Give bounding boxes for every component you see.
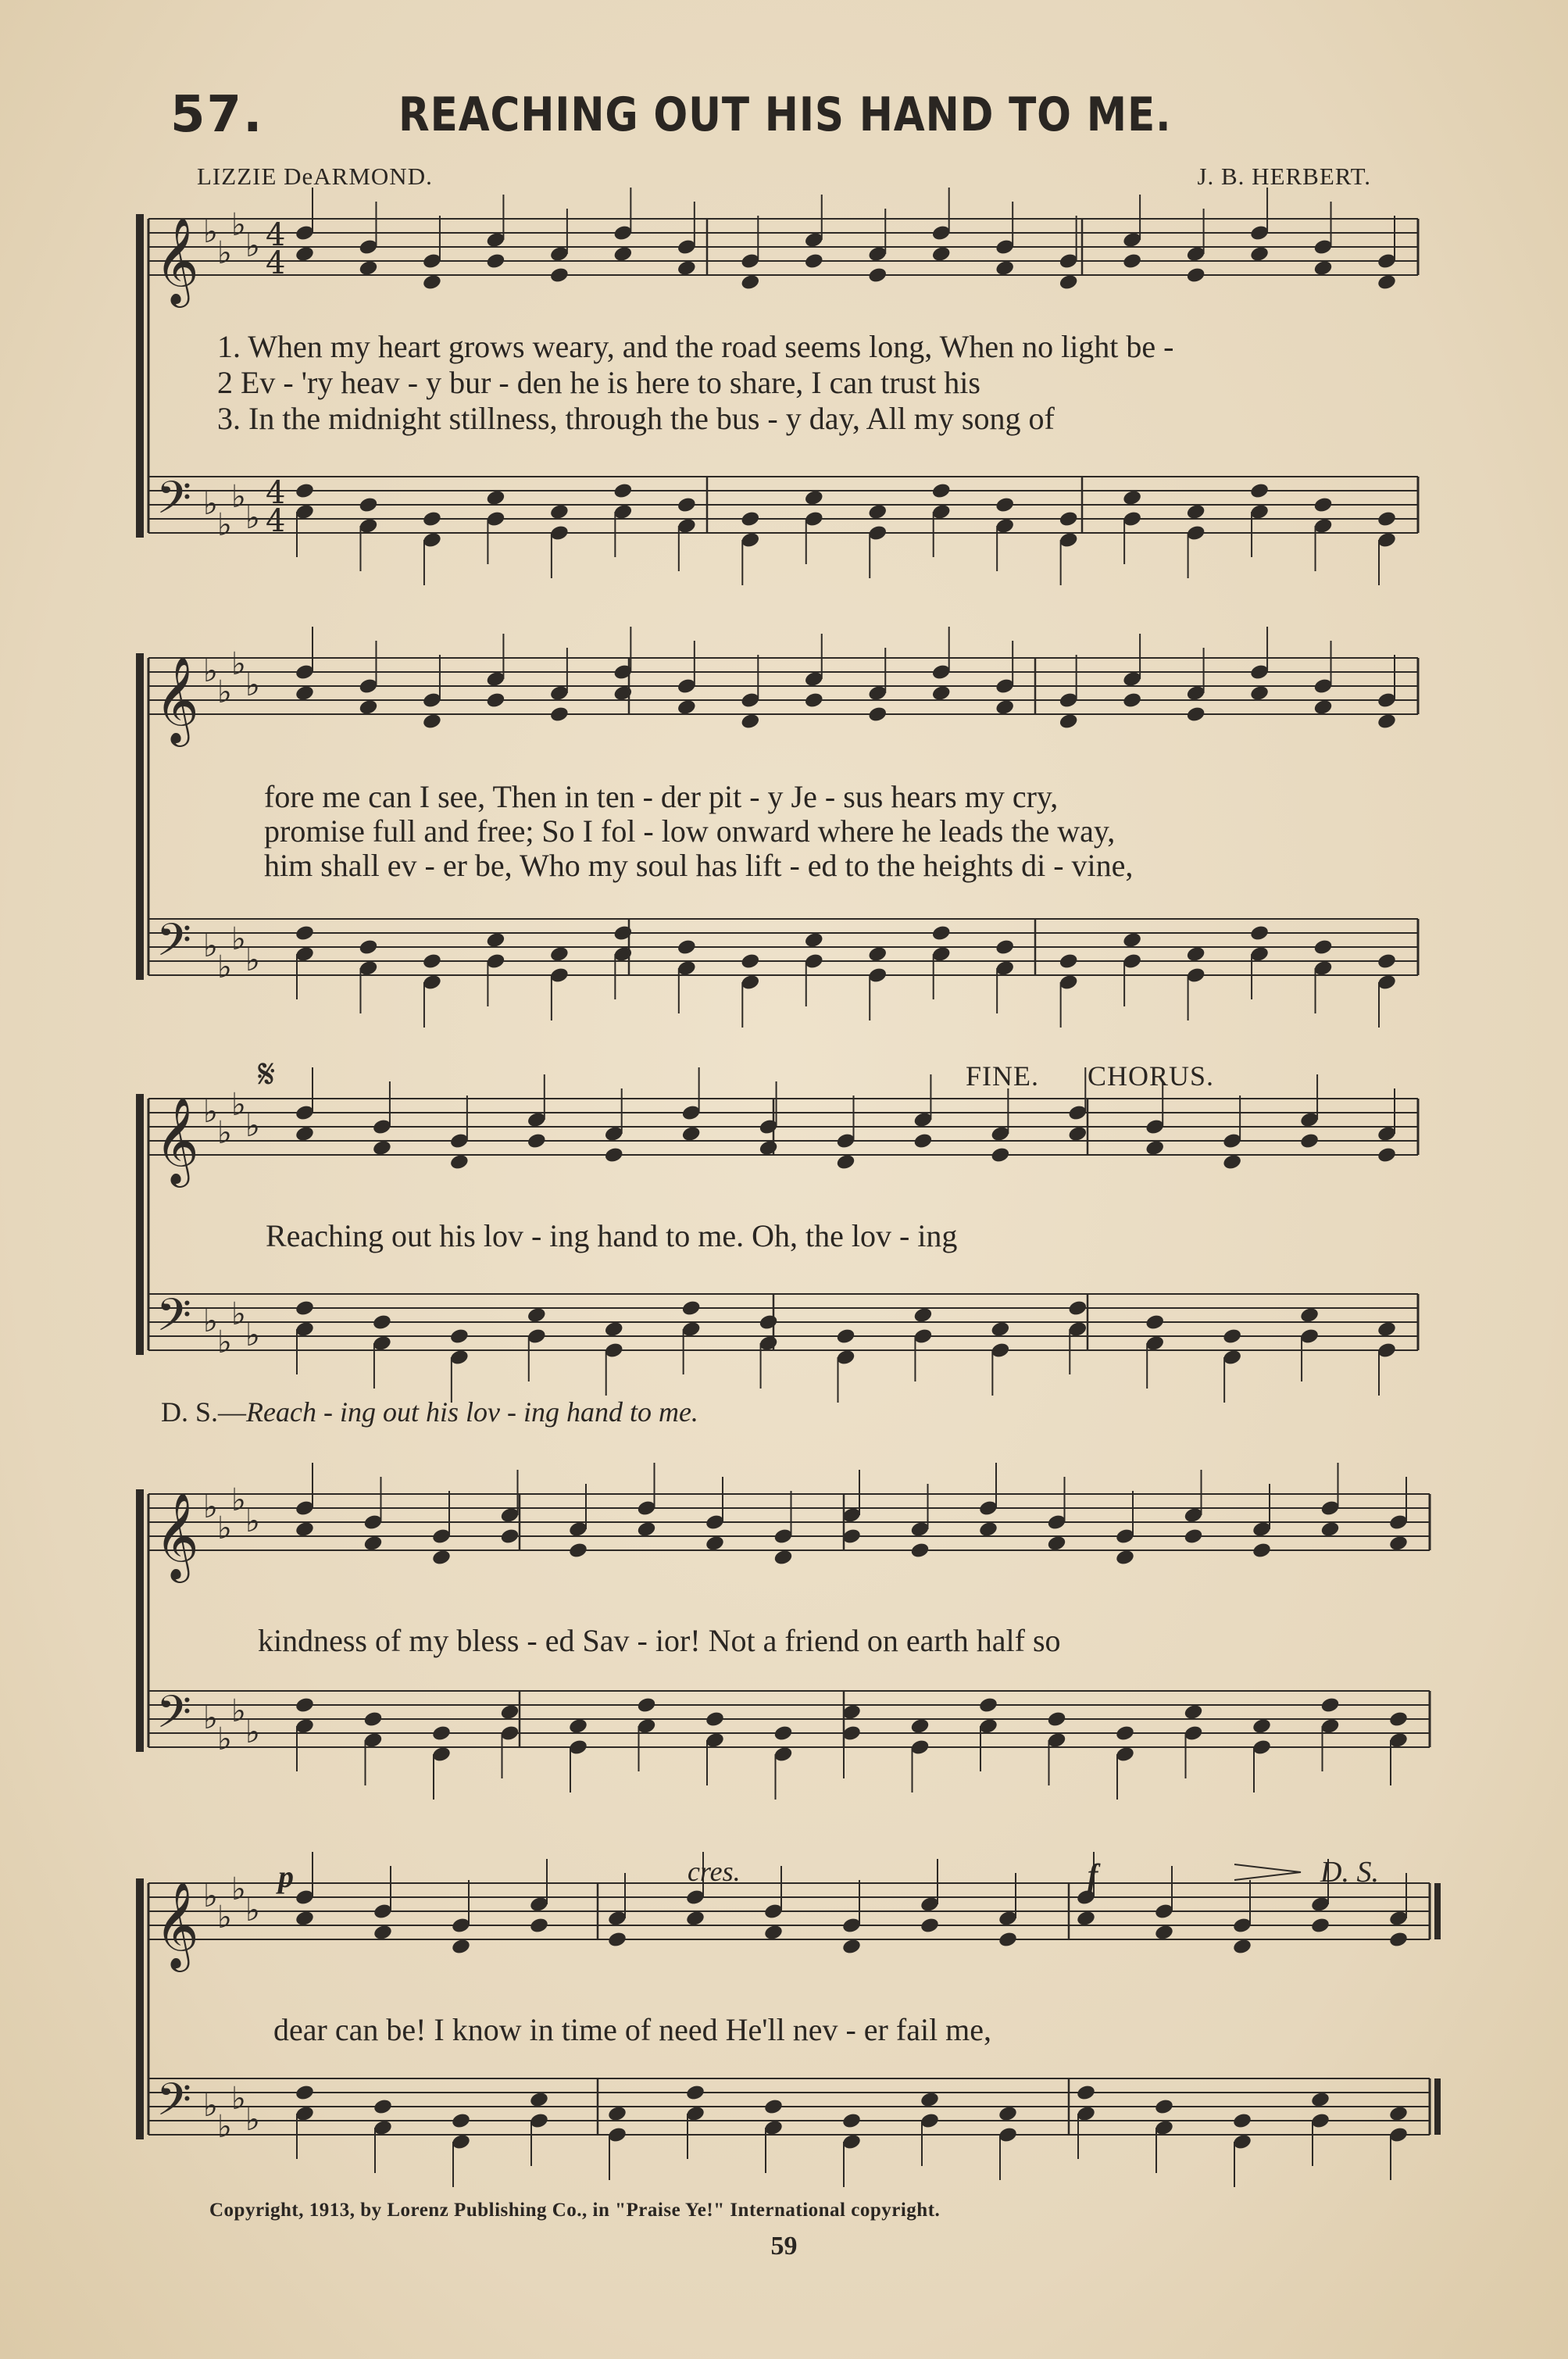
note-head bbox=[607, 2105, 627, 2123]
flat-icon: ♭ bbox=[203, 653, 218, 689]
note-head bbox=[1145, 1314, 1165, 1331]
note-head bbox=[1122, 692, 1142, 709]
flat-icon: ♭ bbox=[231, 1871, 246, 1907]
lyric-line: fore me can I see, Then in ten - der pit - y Je - sus hears my cry, bbox=[264, 779, 1059, 814]
note-head bbox=[527, 1306, 547, 1324]
flat-icon: ♭ bbox=[231, 207, 246, 243]
bass-clef-icon: 𝄢 bbox=[156, 1289, 192, 1353]
system-brace bbox=[136, 214, 144, 538]
time-signature: 4 bbox=[266, 503, 286, 539]
note-head bbox=[485, 252, 505, 270]
note-head bbox=[1313, 938, 1333, 956]
note-head bbox=[1377, 1146, 1397, 1164]
note-head bbox=[804, 692, 824, 709]
flat-icon: ♭ bbox=[203, 1700, 218, 1736]
note-head bbox=[841, 2112, 862, 2130]
note-head bbox=[295, 1696, 315, 1714]
flat-icon: ♭ bbox=[231, 1693, 246, 1729]
flat-icon: ♭ bbox=[217, 2109, 232, 2145]
note-head bbox=[705, 1710, 725, 1728]
dynamic-crescendo: cres. bbox=[688, 1856, 741, 1887]
note-head bbox=[295, 684, 315, 702]
ds-prefix: D. S.— bbox=[161, 1396, 247, 1428]
note-head bbox=[740, 713, 760, 731]
note-head bbox=[372, 1314, 392, 1331]
hymn-number: 57. bbox=[170, 86, 264, 144]
time-signature: 4 bbox=[266, 245, 286, 281]
lyricist-credit: LIZZIE DeARMOND. bbox=[197, 163, 433, 190]
note-head bbox=[1154, 1924, 1174, 1942]
note-head bbox=[422, 273, 442, 291]
note-head bbox=[995, 496, 1015, 514]
note-head bbox=[1388, 1931, 1409, 1949]
note-head bbox=[1377, 713, 1397, 731]
note-head bbox=[913, 1132, 933, 1150]
flat-icon: ♭ bbox=[231, 479, 246, 515]
note-head bbox=[422, 510, 442, 528]
note-head bbox=[978, 1521, 998, 1539]
note-head bbox=[485, 489, 505, 507]
flat-icon: ♭ bbox=[231, 646, 246, 682]
flat-icon: ♭ bbox=[231, 1482, 246, 1518]
lyric-line: 2 Ev - 'ry heav - y bur - den he is here to share, I can trust his bbox=[217, 365, 980, 400]
note-head bbox=[1249, 482, 1270, 500]
note-head bbox=[677, 259, 697, 277]
note-head bbox=[1299, 1132, 1320, 1150]
treble-clef-icon: 𝄞 bbox=[155, 1881, 199, 1968]
note-head bbox=[1388, 1710, 1409, 1728]
note-head bbox=[931, 482, 952, 500]
note-head bbox=[1377, 273, 1397, 291]
note-head bbox=[1249, 684, 1270, 702]
note-head bbox=[1377, 510, 1397, 528]
fine-marking: FINE. bbox=[966, 1060, 1039, 1092]
flat-icon: ♭ bbox=[217, 1510, 232, 1546]
note-head bbox=[867, 503, 888, 521]
note-head bbox=[451, 2112, 471, 2130]
ds-label bbox=[161, 1396, 698, 1428]
note-head bbox=[1059, 953, 1079, 970]
note-head bbox=[568, 1717, 588, 1735]
note-head bbox=[804, 489, 824, 507]
note-head bbox=[1154, 2098, 1174, 2116]
note-head bbox=[773, 1725, 793, 1742]
note-head bbox=[295, 1299, 315, 1317]
note-head bbox=[1252, 1717, 1272, 1735]
flat-icon: ♭ bbox=[217, 1721, 232, 1757]
lyric-line: 1. When my heart grows weary, and the road seems long, When no light be - bbox=[217, 329, 1174, 364]
note-head bbox=[677, 496, 697, 514]
flat-icon: ♭ bbox=[245, 1108, 260, 1144]
note-head bbox=[373, 1924, 393, 1942]
note-head bbox=[1186, 945, 1206, 963]
flat-icon: ♭ bbox=[203, 1303, 218, 1339]
note-head bbox=[685, 2084, 705, 2102]
note-head bbox=[740, 273, 760, 291]
flat-icon: ♭ bbox=[217, 674, 232, 710]
note-head bbox=[1313, 699, 1333, 717]
note-head bbox=[1122, 252, 1142, 270]
note-head bbox=[677, 938, 697, 956]
note-head bbox=[451, 1938, 471, 1956]
note-head bbox=[685, 1910, 705, 1928]
note-head bbox=[1388, 1535, 1409, 1553]
note-head bbox=[677, 699, 697, 717]
ds-marking: D. S. bbox=[1320, 1856, 1379, 1889]
note-head bbox=[529, 1917, 549, 1935]
note-head bbox=[1059, 273, 1079, 291]
note-head bbox=[1232, 1938, 1252, 1956]
note-head bbox=[1076, 1910, 1096, 1928]
flat-icon: ♭ bbox=[245, 1893, 260, 1928]
note-head bbox=[1313, 259, 1333, 277]
note-head bbox=[804, 931, 824, 949]
note-head bbox=[295, 2084, 315, 2102]
system-brace bbox=[136, 653, 144, 980]
dynamic-piano: p bbox=[278, 1859, 294, 1894]
flat-icon: ♭ bbox=[231, 1296, 246, 1332]
segno-icon: 𝄋 bbox=[258, 1051, 276, 1098]
note-head bbox=[1059, 510, 1079, 528]
flat-icon: ♭ bbox=[203, 928, 218, 964]
ds-lyric: Reach - ing out his lov - ing hand to me. bbox=[246, 1396, 698, 1428]
note-head bbox=[636, 1696, 656, 1714]
note-head bbox=[1377, 1321, 1397, 1339]
copyright-notice: Copyright, 1913, by Lorenz Publishing Co., in "Praise Ye!" International copyright. bbox=[209, 2200, 941, 2221]
note-head bbox=[1320, 1696, 1340, 1714]
dynamic-forte: f bbox=[1088, 1857, 1098, 1893]
note-head bbox=[1115, 1725, 1135, 1742]
note-head bbox=[549, 706, 570, 724]
flat-icon: ♭ bbox=[231, 2081, 246, 2117]
note-head bbox=[758, 1139, 778, 1157]
note-head bbox=[1067, 1299, 1088, 1317]
note-head bbox=[549, 503, 570, 521]
flat-icon: ♭ bbox=[217, 235, 232, 271]
note-head bbox=[1249, 245, 1270, 263]
note-head bbox=[931, 684, 952, 702]
note-head bbox=[1046, 1535, 1066, 1553]
treble-clef-icon: 𝄞 bbox=[155, 216, 199, 304]
note-head bbox=[527, 1132, 547, 1150]
note-head bbox=[835, 1328, 855, 1346]
note-head bbox=[485, 692, 505, 709]
note-head bbox=[372, 1139, 392, 1157]
note-head bbox=[295, 245, 315, 263]
note-head bbox=[773, 1549, 793, 1567]
flat-icon: ♭ bbox=[245, 228, 260, 264]
note-head bbox=[613, 924, 633, 942]
note-head bbox=[604, 1321, 624, 1339]
note-head bbox=[931, 245, 952, 263]
note-head bbox=[1249, 924, 1270, 942]
flat-icon: ♭ bbox=[245, 942, 260, 978]
note-head bbox=[1115, 1549, 1135, 1567]
system-brace bbox=[136, 1489, 144, 1752]
note-head bbox=[295, 1521, 315, 1539]
decrescendo-hairpin bbox=[1234, 1864, 1301, 1880]
note-head bbox=[1122, 489, 1142, 507]
note-head bbox=[763, 1924, 784, 1942]
flat-icon: ♭ bbox=[203, 214, 218, 250]
flat-icon: ♭ bbox=[203, 1489, 218, 1525]
flat-icon: ♭ bbox=[245, 500, 260, 536]
composer-credit: J. B. HERBERT. bbox=[1197, 163, 1371, 190]
note-head bbox=[867, 706, 888, 724]
note-head bbox=[920, 2091, 940, 2109]
note-head bbox=[909, 1717, 930, 1735]
note-head bbox=[636, 1521, 656, 1539]
flat-icon: ♭ bbox=[203, 486, 218, 522]
bass-clef-icon: 𝄢 bbox=[156, 471, 192, 535]
note-head bbox=[295, 924, 315, 942]
note-head bbox=[1222, 1153, 1242, 1171]
note-head bbox=[705, 1535, 725, 1553]
note-head bbox=[295, 1910, 315, 1928]
note-head bbox=[613, 684, 633, 702]
note-head bbox=[358, 496, 378, 514]
note-head bbox=[1232, 2112, 1252, 2130]
note-head bbox=[485, 931, 505, 949]
note-head bbox=[549, 266, 570, 284]
note-head bbox=[763, 2098, 784, 2116]
flat-icon: ♭ bbox=[231, 1087, 246, 1123]
note-head bbox=[358, 259, 378, 277]
note-head bbox=[358, 699, 378, 717]
note-head bbox=[422, 713, 442, 731]
note-head bbox=[499, 1703, 520, 1721]
note-head bbox=[841, 1938, 862, 1956]
note-head bbox=[613, 245, 633, 263]
note-head bbox=[1183, 1703, 1203, 1721]
final-barline bbox=[1434, 1883, 1441, 1939]
note-head bbox=[909, 1542, 930, 1560]
note-head bbox=[995, 938, 1015, 956]
lyric-line: promise full and free; So I fol - low onward where he leads the way, bbox=[264, 813, 1116, 849]
note-head bbox=[449, 1328, 470, 1346]
flat-icon: ♭ bbox=[203, 1878, 218, 1914]
note-head bbox=[978, 1696, 998, 1714]
note-head bbox=[835, 1153, 855, 1171]
note-head bbox=[990, 1146, 1010, 1164]
system-brace bbox=[136, 1878, 144, 2139]
flat-icon: ♭ bbox=[217, 1900, 232, 1935]
note-head bbox=[449, 1153, 470, 1171]
note-head bbox=[740, 953, 760, 970]
bass-clef-icon: 𝄢 bbox=[156, 913, 192, 978]
note-head bbox=[422, 953, 442, 970]
flat-icon: ♭ bbox=[217, 1324, 232, 1360]
note-head bbox=[1320, 1521, 1340, 1539]
note-head bbox=[867, 266, 888, 284]
treble-clef-icon: 𝄞 bbox=[155, 1096, 199, 1184]
treble-clef-icon: 𝄞 bbox=[155, 1492, 199, 1579]
lyric-line: dear can be! I know in time of need He'll nev - er fail me, bbox=[273, 2012, 992, 2047]
note-head bbox=[568, 1542, 588, 1560]
flat-icon: ♭ bbox=[217, 949, 232, 985]
note-head bbox=[1310, 2091, 1330, 2109]
note-head bbox=[1252, 1542, 1272, 1560]
lyric-line: Reaching out his lov - ing hand to me. Oh, the lov - ing bbox=[266, 1218, 958, 1253]
note-head bbox=[1067, 1125, 1088, 1143]
note-head bbox=[295, 1125, 315, 1143]
note-head bbox=[998, 1931, 1018, 1949]
flat-icon: ♭ bbox=[245, 1317, 260, 1353]
flat-icon: ♭ bbox=[217, 507, 232, 543]
note-head bbox=[1313, 496, 1333, 514]
flat-icon: ♭ bbox=[245, 1503, 260, 1539]
note-head bbox=[373, 2098, 393, 2116]
bass-clef-icon: 𝄢 bbox=[156, 2073, 192, 2137]
note-head bbox=[920, 1917, 940, 1935]
note-head bbox=[758, 1314, 778, 1331]
note-head bbox=[804, 252, 824, 270]
note-head bbox=[740, 510, 760, 528]
note-head bbox=[549, 945, 570, 963]
note-head bbox=[363, 1710, 383, 1728]
note-head bbox=[1076, 2084, 1096, 2102]
note-head bbox=[995, 699, 1015, 717]
note-head bbox=[363, 1535, 383, 1553]
flat-icon: ♭ bbox=[231, 921, 246, 957]
note-head bbox=[431, 1725, 452, 1742]
note-head bbox=[1186, 503, 1206, 521]
note-head bbox=[1183, 1528, 1203, 1546]
note-head bbox=[1310, 1917, 1330, 1935]
note-head bbox=[931, 924, 952, 942]
note-head bbox=[913, 1306, 933, 1324]
flat-icon: ♭ bbox=[245, 1714, 260, 1750]
lyric-line: kindness of my bless - ed Sav - ior! Not a friend on earth half so bbox=[258, 1623, 1061, 1658]
note-head bbox=[1299, 1306, 1320, 1324]
note-head bbox=[1186, 706, 1206, 724]
flat-icon: ♭ bbox=[203, 1094, 218, 1130]
note-head bbox=[681, 1299, 702, 1317]
note-head bbox=[1046, 1710, 1066, 1728]
note-head bbox=[1388, 2105, 1409, 2123]
note-head bbox=[1222, 1328, 1242, 1346]
note-head bbox=[431, 1549, 452, 1567]
system-brace bbox=[136, 1094, 144, 1355]
flat-icon: ♭ bbox=[217, 1115, 232, 1151]
bass-clef-icon: 𝄢 bbox=[156, 1685, 192, 1750]
note-head bbox=[295, 482, 315, 500]
note-head bbox=[358, 938, 378, 956]
note-head bbox=[1122, 931, 1142, 949]
lyric-line: 3. In the midnight stillness, through the bus - y day, All my song of bbox=[217, 401, 1055, 436]
note-head bbox=[1059, 713, 1079, 731]
note-head bbox=[529, 2091, 549, 2109]
final-barline bbox=[1434, 2078, 1441, 2135]
time-signature: 4 bbox=[266, 217, 286, 253]
hymn-title: REACHING OUT HIS HAND TO ME. bbox=[398, 88, 1172, 142]
note-head bbox=[990, 1321, 1010, 1339]
note-head bbox=[1377, 953, 1397, 970]
note-head bbox=[613, 482, 633, 500]
note-head bbox=[998, 2105, 1018, 2123]
note-head bbox=[607, 1931, 627, 1949]
treble-clef-icon: 𝄞 bbox=[155, 656, 199, 743]
note-head bbox=[995, 259, 1015, 277]
note-head bbox=[499, 1528, 520, 1546]
note-head bbox=[1186, 266, 1206, 284]
flat-icon: ♭ bbox=[245, 667, 260, 703]
page-number: 59 bbox=[770, 2232, 798, 2261]
note-head bbox=[867, 945, 888, 963]
time-signature: 4 bbox=[266, 475, 286, 511]
note-head bbox=[1145, 1139, 1165, 1157]
note-head bbox=[681, 1125, 702, 1143]
chorus-marking: CHORUS. bbox=[1088, 1060, 1215, 1092]
note-head bbox=[604, 1146, 624, 1164]
lyric-line: him shall ev - er be, Who my soul has lift - ed to the heights di - vine, bbox=[264, 848, 1134, 883]
flat-icon: ♭ bbox=[203, 2088, 218, 2124]
flat-icon: ♭ bbox=[245, 2102, 260, 2138]
